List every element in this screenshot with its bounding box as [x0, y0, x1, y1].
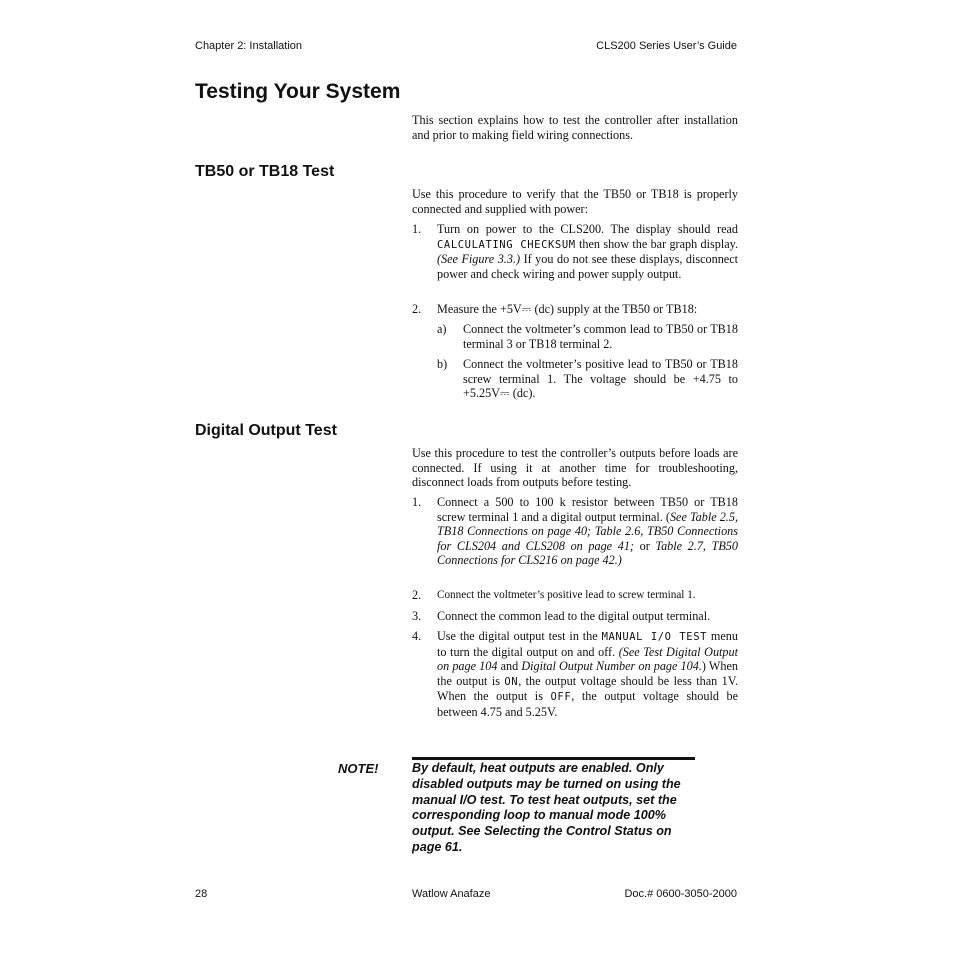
step-text-part: or — [633, 538, 656, 553]
page-number: 28 — [195, 888, 208, 900]
section-heading-tb-test: TB50 or TB18 Test — [195, 163, 335, 180]
note-text: By default, heat outputs are enabled. Only disabled outputs may be turned on using the manual I/O test. To test heat outputs, set the corresponding loop to manual mode 100% output. See Selecting the Control Status on page 61. — [412, 761, 681, 854]
note-label: NOTE! — [338, 761, 379, 776]
do-step-4 — [412, 629, 738, 733]
step-text: Connect the voltmeter’s positive lead to screw terminal 1. — [437, 589, 696, 601]
do-step-2 — [412, 588, 738, 604]
tb-test-intro: Use this procedure to verify that the TB50 or TB18 is properly connected and supplied with power: — [412, 187, 738, 216]
step-number: 2. — [412, 302, 422, 316]
intro-paragraph: This section explains how to test the controller after installation and prior to making field wiring connections. — [412, 113, 738, 142]
step-text-part: then show the bar graph display. — [579, 236, 738, 251]
cross-reference: Digital Output Number on page 104. — [521, 659, 702, 674]
step-text: Measure the +5V⎓ (dc) supply at the TB50 or TB18: — [437, 302, 698, 316]
step-text-part: , the output voltage should be less than 1V. When the output is — [437, 673, 738, 704]
cross-reference: Table 2.7, TB50 Connections for CLS216 on page 42.) — [437, 538, 738, 568]
step-text — [437, 222, 738, 281]
step-text — [437, 495, 738, 568]
tb-step-1 — [412, 222, 738, 296]
step-text: Connect the common lead to the digital output terminal. — [437, 609, 711, 623]
page-title: Testing Your System — [195, 80, 401, 103]
step-text-part: menu to turn the digital output on and off. — [437, 629, 738, 659]
tb-step-2b — [437, 357, 738, 403]
output-state-on: ON — [504, 675, 519, 688]
substep-text: Connect the voltmeter’s positive lead to TB50 or TB18 screw terminal 1. The voltage should be +4.75 to +5.25V⎓ (dc). — [463, 357, 738, 401]
note-rule — [412, 757, 695, 760]
step-text-part: Use the digital output test in the — [437, 629, 598, 643]
output-state-off: OFF — [550, 691, 572, 704]
menu-name: MANUAL I/O TEST — [601, 631, 708, 643]
tb-step-2a — [437, 322, 738, 354]
do-step-1 — [412, 495, 738, 585]
tb-step-2 — [412, 302, 738, 318]
footer-company: Watlow Anafaze — [412, 888, 491, 900]
step-text-part: Connect a 500 to 100 k resistor between TB50 or TB18 screw terminal 1 and a digital output terminal. ( — [437, 495, 738, 524]
step-text-part: If you do not see these displays, disconnect power and check wiring and power supply output. — [437, 252, 738, 281]
cross-reference: See Table 2.5, TB18 Connections on page 40; Table 2.6, TB50 Connections for CLS204 and CLS208 on page 41; — [437, 509, 738, 553]
step-number: 4. — [412, 629, 422, 643]
step-text-part: and — [500, 659, 519, 674]
display-readout: CALCULATING CHECKSUM — [437, 238, 576, 251]
footer-doc-number: Doc.# 0600-3050-2000 — [624, 888, 737, 900]
running-header-chapter: Chapter 2: Installation — [195, 40, 303, 52]
step-text — [437, 629, 738, 720]
digital-output-intro: Use this procedure to test the controller’s outputs before loads are connected. If using it at another time for troubleshooting, disconnect loads from outputs before testing. — [412, 446, 738, 490]
step-text-part: ) When the output is — [437, 659, 738, 688]
substep-letter: a) — [437, 322, 447, 336]
substep-letter: b) — [437, 357, 448, 371]
cross-reference: (See Test Digital Output on page 104 — [437, 644, 738, 674]
step-number: 2. — [412, 588, 422, 602]
step-number: 1. — [412, 222, 422, 236]
step-number: 1. — [412, 495, 422, 509]
step-text-part: , the output voltage should be between 4.75 and 5.25V. — [437, 689, 739, 719]
section-heading-digital-output-test: Digital Output Test — [195, 422, 337, 439]
substep-text: Connect the voltmeter’s common lead to TB50 or TB18 terminal 3 or TB18 terminal 2. — [463, 322, 738, 351]
step-text-part: Turn on power to the CLS200. The display should read — [437, 222, 738, 236]
do-step-3 — [412, 609, 738, 625]
cross-reference: (See Figure 3.3.) — [437, 252, 521, 267]
running-header-guide: CLS200 Series User’s Guide — [596, 40, 737, 52]
step-number: 3. — [412, 609, 422, 623]
